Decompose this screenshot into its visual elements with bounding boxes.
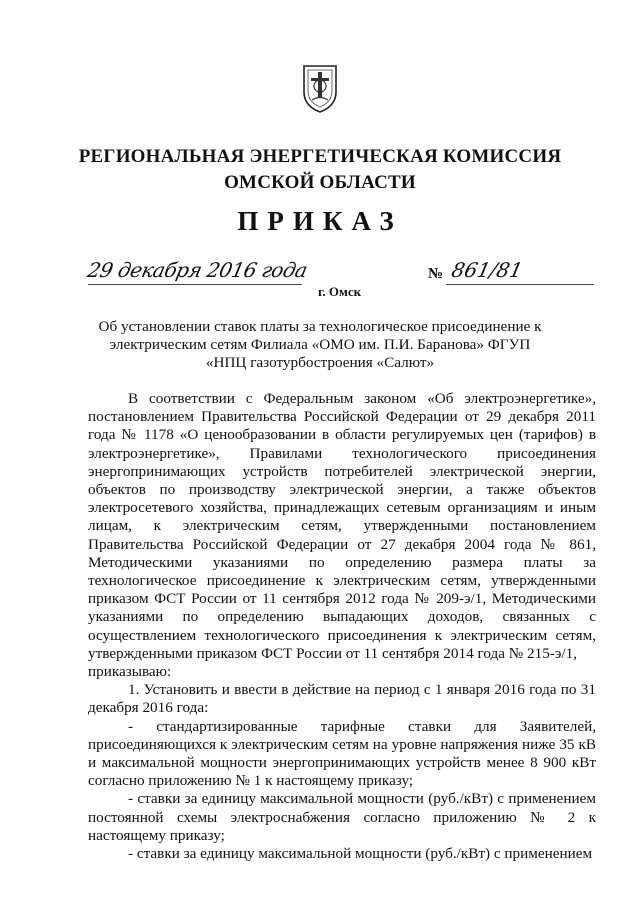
order-subject: Об установлении ставок платы за технологическое присоединение к электрическим сетям Филиала «ОМО им. П.И. Баранова» ФГУП «НПЦ газотурбостроения «Салют» — [98, 318, 542, 371]
document-title: ПРИКАЗ — [237, 206, 403, 236]
number-label: № — [428, 266, 444, 282]
handwritten-order-number: 861/81 — [449, 258, 525, 282]
coat-of-arms-emblem — [300, 62, 340, 114]
organization-name-line2: ОМСКОЙ ОБЛАСТИ — [224, 172, 416, 193]
city-label: г. Омск — [318, 284, 362, 299]
handwritten-date: 29 декабря 2016 года — [85, 258, 310, 282]
item-1-paragraph: 1. Установить и ввести в действие на период с 1 января 2016 года по 31 декабря 2016 года: — [88, 681, 596, 717]
date-underline — [88, 284, 302, 285]
order-body — [88, 390, 596, 863]
subitem-2-paragraph: - ставки за единицу максимальной мощности (руб./кВт) с применением постоянной схемы электроснабжения согласно приложению № 2 к настоящему приказу; — [88, 790, 596, 844]
order-word: приказываю: — [88, 663, 172, 681]
subitem-3-paragraph: - ставки за единицу максимальной мощности (руб./кВт) с применением — [128, 845, 593, 863]
number-underline — [446, 284, 594, 285]
organization-name-line1: РЕГИОНАЛЬНАЯ ЭНЕРГЕТИЧЕСКАЯ КОМИССИЯ — [78, 146, 562, 167]
preamble-paragraph: В соответствии с Федеральным законом «Об электроэнергетике», постановлением Правительства Российской Федерации от 29 декабря 2011 года № 1178 «О ценообразовании в области регулируемых цен (тарифов) в электроэнергетике», Правилами технологического присоединения энергопринимающих устройств потребителей электрической энергии, объектов по производству электрической энергии, а также объектов электросетевого хозяйства, принадлежащих сетевым организациям и иным лицам, к электрическим сетям, утвержденными постановлением Правительства Российской Федерации от 27 декабря 2004 года № 861, Методическими указаниями по определению размера платы за технологическое присоединение к электрическим сетям, утвержденными приказом ФСТ России от 11 сентября 2012 года № 209-э/1, Методическими указаниями по определению выпадающих доходов, связанных с осуществлением технологического присоединения к электрическим сетям, утвержденными приказом ФСТ России от 11 сентября 2014 года № 215-э/1, — [88, 390, 596, 662]
subitem-1-paragraph: - стандартизированные тарифные ставки для Заявителей, присоединяющихся к электрическим сетям на уровне напряжения ниже 35 кВ и максимальной мощности энергопринимающих устройств менее 8 900 кВт согласно приложению № 1 к настоящему приказу; — [88, 717, 596, 790]
